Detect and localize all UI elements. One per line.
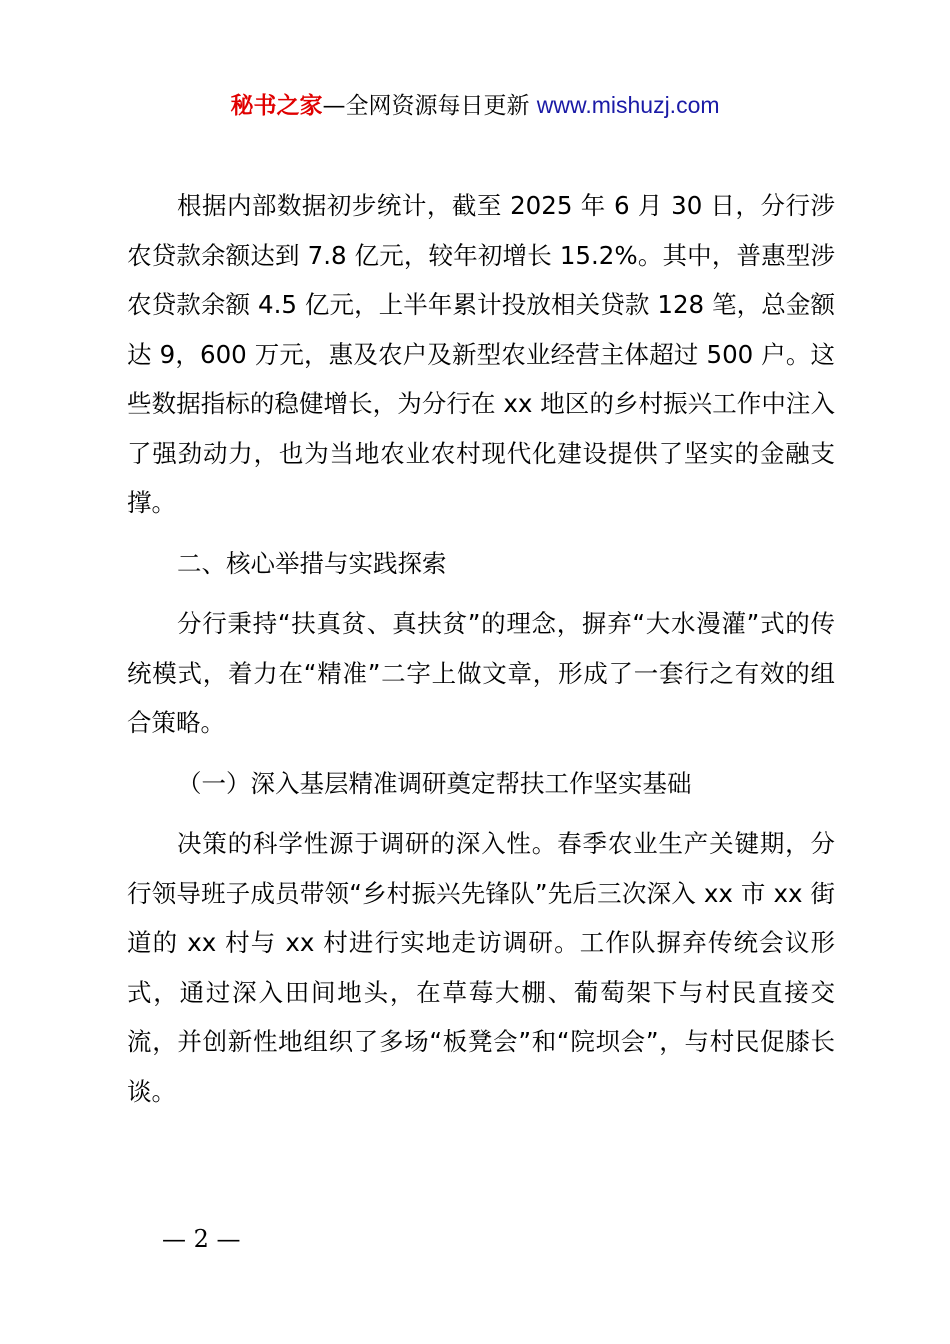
paragraph-strategy: 分行秉持“扶真贫、真扶贫”的理念，摒弃“大水漫灌”式的传统模式，着力在“精准”二字上做文章，形成了一套行之有效的组合策略。 xyxy=(127,609,835,737)
subsection-heading-1: （一）深入基层精准调研奠定帮扶工作坚实基础 xyxy=(177,768,692,798)
page-header xyxy=(0,88,950,123)
brand-name: 秘书之家 xyxy=(230,93,323,119)
section-heading-2: 二、核心举措与实践探索 xyxy=(177,548,447,578)
page-number: — 2 — xyxy=(162,1225,241,1253)
paragraph-research: 决策的科学性源于调研的深入性。春季农业生产关键期，分行领导班子成员带领“乡村振兴先锋队”先后三次深入 xx 市 xx 街道的 xx 村与 xx 村进行实地走访调研。工作队摒弃传统会议形式，通过深入田间地头，在草莓大棚、葡萄架下与村民直接交流，并创新性地组织了多场“板凳会”和“院坝会”，与村民促膝长谈。 xyxy=(127,829,835,1106)
paragraph-statistics: 根据内部数据初步统计，截至 2025 年 6 月 30 日，分行涉农贷款余额达到 7.8 亿元，较年初增长 15.2%。其中，普惠型涉农贷款余额 4.5 亿元，上半年累计投放相关贷款 128 笔，总金额达 9，600 万元，惠及农户及新型农业经营主体超过 500 户。这些数据指标的稳健增长，为分行在 xx 地区的乡村振兴工作中注入了强劲动力，也为当地农业农村现代化建设提供了坚实的金融支撑。 xyxy=(127,191,835,517)
document-body xyxy=(127,181,835,1127)
header-tagline: —全网资源每日更新 xyxy=(322,93,537,119)
website-link[interactable]: www.mishuzj.com xyxy=(536,92,720,118)
